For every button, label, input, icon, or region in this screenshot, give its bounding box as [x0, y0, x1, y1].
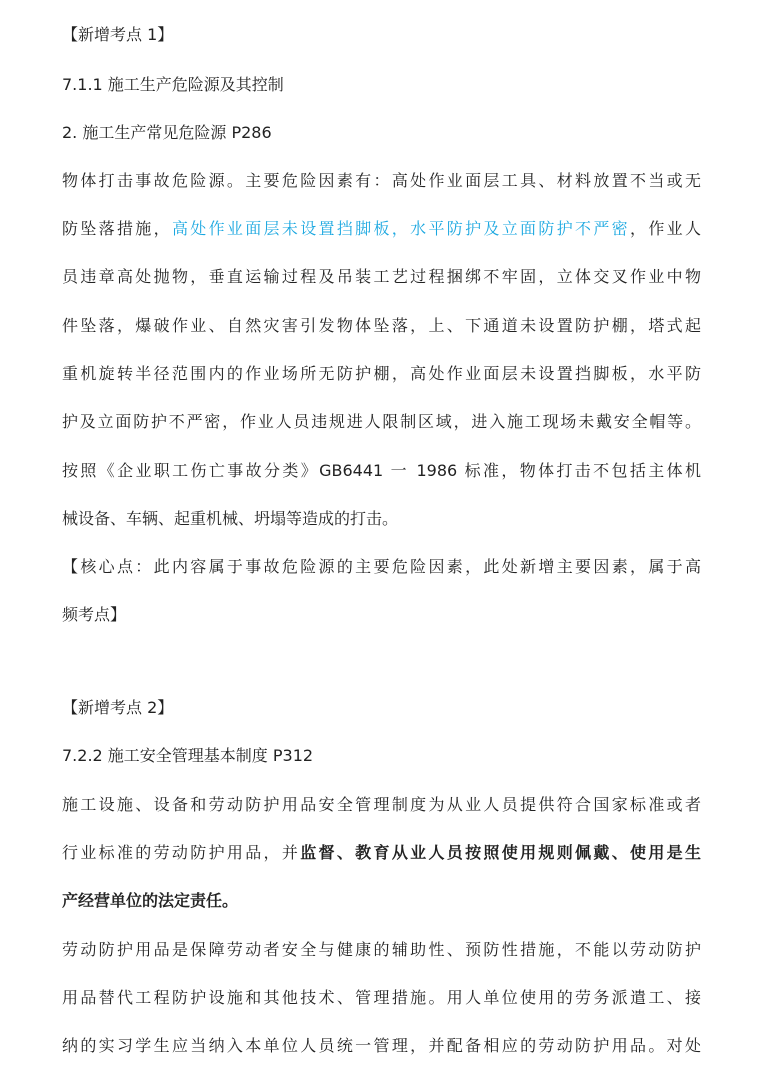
section1-line-1: 物体打击事故危险源。主要危险因素有：高处作业面层工具、材料放置不当或无: [62, 171, 701, 190]
section1-line-6: 护及立面防护不严密，作业人员违规进人限制区域，进入施工现场未戴安全帽等。: [62, 412, 701, 431]
section2-line-5: 用品替代工程防护设施和其他技术、管理措施。用人单位使用的劳务派遣工、接: [62, 988, 701, 1007]
section1-line-7: 按照《企业职工伤亡事故分类》GB6441 一 1986 标准，物体打击不包括主体机: [62, 461, 701, 480]
section1-line-5: 重机旋转半径范围内的作业场所无防护棚，高处作业面层未设置挡脚板，水平防: [62, 364, 701, 383]
section1-tag: 【新增考点 1】: [62, 25, 174, 44]
core-point-line-2: 频考点】: [62, 605, 127, 624]
line2-part-b: ，作业人: [630, 219, 701, 238]
section2-line-1: 施工设施、设备和劳动防护用品安全管理制度为从业人员提供符合国家标准或者: [62, 795, 701, 814]
section2-heading: 7.2.2 施工安全管理基本制度 P312: [62, 746, 314, 765]
line2-part-a: 防坠落措施，: [62, 219, 172, 238]
bold-text: 监督、教育从业人员按照使用规则佩戴、使用是生: [300, 843, 701, 862]
section2-line-3: 产经营单位的法定责任。: [62, 891, 239, 910]
core-point-line-1: 【核心点：此内容属于事故危险源的主要危险因素，此处新增主要因素，属于高: [62, 557, 701, 576]
section2-line-4: 劳动防护用品是保障劳动者安全与健康的辅助性、预防性措施，不能以劳动防护: [62, 940, 701, 959]
section2-line-6: 纳的实习学生应当纳入本单位人员统一管理，并配备相应的劳动防护用品。对处: [62, 1036, 701, 1055]
section1-line-2: [62, 218, 701, 239]
section1-heading: 7.1.1 施工生产危险源及其控制: [62, 75, 284, 94]
line2-plain: 行业标准的劳动防护用品，并: [62, 843, 301, 862]
section1-subheading: 2. 施工生产常见危险源 P286: [62, 123, 272, 142]
section1-line-3: 员违章高处抛物，垂直运输过程及吊装工艺过程捆绑不牢固，立体交叉作业中物: [62, 267, 701, 286]
section2-tag: 【新增考点 2】: [62, 698, 174, 717]
highlighted-text: 高处作业面层未设置挡脚板，水平防护及立面防护不严密: [171, 219, 630, 238]
section1-line-4: 件坠落，爆破作业、自然灾害引发物体坠落，上、下通道未设置防护棚，塔式起: [62, 316, 701, 335]
section2-line-2: [62, 842, 701, 863]
section1-line-8: 械设备、车辆、起重机械、坍塌等造成的打击。: [62, 509, 399, 528]
